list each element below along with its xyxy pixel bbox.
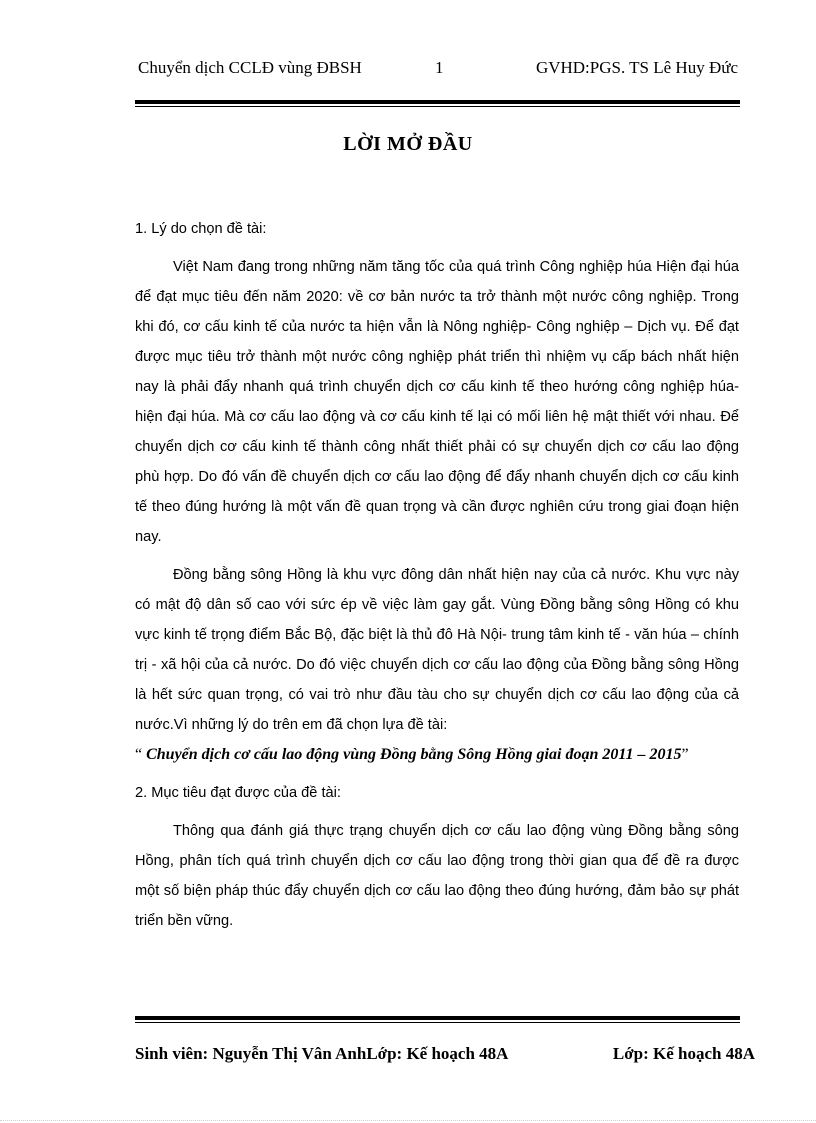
thesis-title: Chuyển dịch cơ cấu lao động vùng Đồng bằng Sông Hồng giai đoạn 2011 – 2015 <box>146 746 682 763</box>
footer-rule <box>135 1016 740 1023</box>
header-rule-thin <box>135 106 740 107</box>
body-content <box>135 214 739 936</box>
section-1-heading: 1. Lý do chọn đề tài: <box>135 221 267 237</box>
section-2-paragraph-1: Thông qua đánh giá thực trạng chuyển dịch cơ cấu lao động vùng Đồng bằng sông Hồng, phân tích quá trình chuyển dịch cơ cấu lao động trong thời gian qua để đề ra được một số biện pháp thúc đẩy chuyển dịch cơ cấu lao động theo đúng hướng, đảm bảo sự phát triển bền vững. <box>135 823 739 929</box>
page-edge-divider <box>0 1120 816 1121</box>
page-footer <box>135 1044 755 1068</box>
footer-student: Sinh viên: Nguyễn Thị Vân AnhLớp: Kế hoạch 48A <box>135 1044 509 1063</box>
footer-rule-thin <box>135 1022 740 1023</box>
page-header <box>138 58 738 82</box>
quote-open: “ <box>135 746 143 763</box>
section-2-heading: 2. Mục tiêu đạt được của đề tài: <box>135 785 341 801</box>
page-title: LỜI MỞ ĐẦU <box>343 133 473 155</box>
footer-class: Lớp: Kế hoạch 48A <box>612 1044 755 1063</box>
section-1-paragraph-1: Việt Nam đang trong những năm tăng tốc của quá trình Công nghiệp húa Hiện đại húa để đạt mục tiêu đến năm 2020: về cơ bản nước ta trở thành một nước công nghiệp. Trong khi đó, cơ cấu kinh tế của nước ta hiện vẫn là Nông nghiệp- Công nghiệp – Dịch vụ. Để đạt được mục tiêu trở thành một nước công nghiệp phát triển thì nhiệm vụ cấp bách nhất hiện nay là phải đẩy nhanh quá trình chuyển dịch cơ cấu kinh tế theo hướng công nghiệp húa- hiện đại húa. Mà cơ cấu lao động và cơ cấu kinh tế lại có mối liên hệ mật thiết với nhau. Để chuyển dịch cơ cấu kinh tế thành công nhất thiết phải có sự chuyển dịch cơ cấu lao động phù hợp. Do đó vấn đề chuyển dịch cơ cấu lao động để đẩy nhanh chuyển dịch cơ cấu kinh tế theo đúng hướng là một vấn đề quan trọng và cần được nghiên cứu trong giai đoạn hiện nay. <box>135 259 739 545</box>
quote-close: ” <box>681 746 689 763</box>
section-1-paragraph-2: Đồng bằng sông Hồng là khu vực đông dân nhất hiện nay của cả nước. Khu vực này có mật độ dân số cao với sức ép về việc làm gay gắt. Vùng Đồng bằng sông Hồng có khu vực kinh tế trọng điểm Bắc Bộ, đặc biệt là thủ đô Hà Nội- trung tâm kinh tế - văn húa – chính trị - xã hội của cả nước. Do đó việc chuyển dịch cơ cấu lao động của Đồng bằng sông Hồng là hết sức quan trọng, có vai trò như đầu tàu cho sự chuyển dịch cơ cấu lao động của cả nước.Vì những lý do trên em đã chọn lựa đề tài: <box>135 567 739 733</box>
header-rule <box>135 100 740 107</box>
footer-rule-thick <box>135 1016 740 1020</box>
header-supervisor: GVHD:PGS. TS Lê Huy Đức <box>535 58 738 77</box>
thesis-title-line <box>135 740 739 770</box>
header-topic: Chuyển dịch CCLĐ vùng ĐBSH <box>138 58 362 77</box>
header-rule-thick <box>135 100 740 104</box>
page-number: 1 <box>435 58 444 77</box>
